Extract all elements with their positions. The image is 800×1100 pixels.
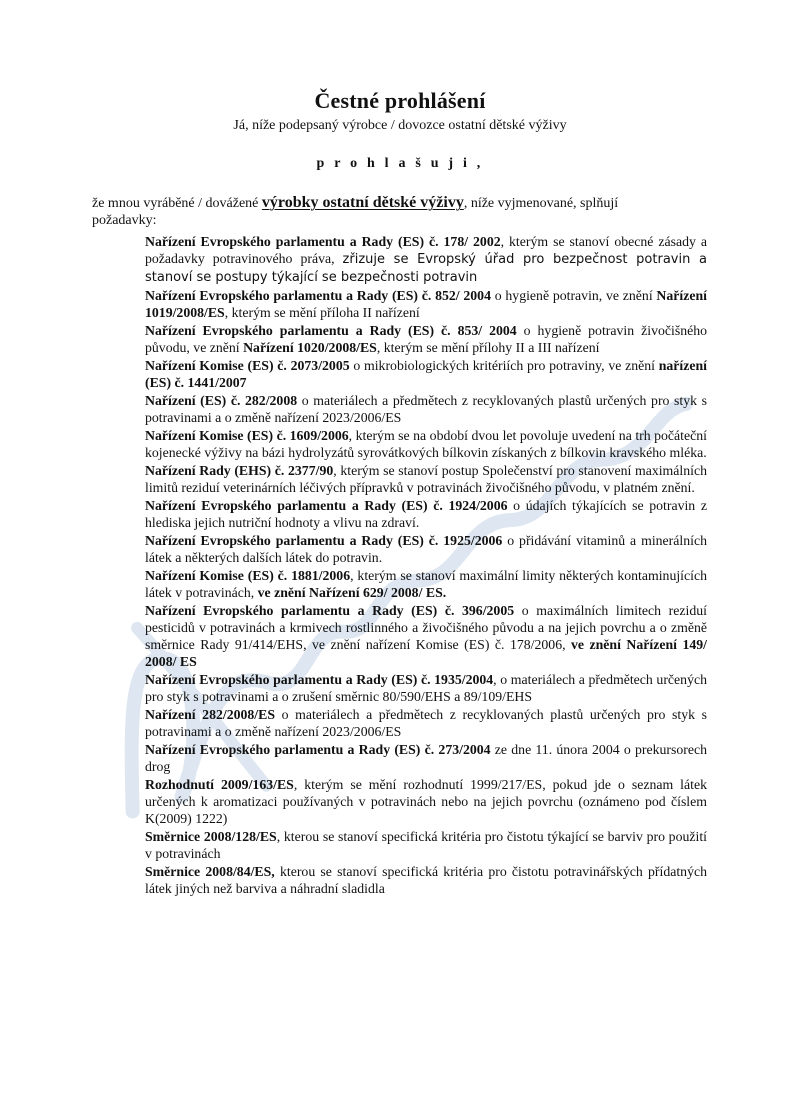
regulation-item: Směrnice 2008/84/ES, kterou se stanoví specifická kritéria pro čistotu potravinářských přídatných látek jiných než barviva a náhradní sladidla [145,864,708,896]
regulation-item: Směrnice 2008/128/ES, kterou se stanoví specifická kritéria pro čistotu týkající se barviv pro použití v potravinách [145,829,708,861]
regulation-item: Nařízení Komise (ES) č. 1609/2006, kterým se na období dvou let povoluje uvedení na trh počáteční kojenecké výživy na bázi hydrolyzátů syrovátkových bílkovin získaných z bílkovin kravského mléka. [145,428,707,460]
regulation-item: Nařízení 282/2008/ES o materiálech a předmětech z recyklovaných plastů určených pro styk s potravinami a o změně nařízení 2023/2006/ES [145,707,707,739]
regulation-item: Nařízení Rady (EHS) č. 2377/90, kterým se stanoví postup Společenství pro stanovení maximálních limitů reziduí veterinárních léčivých přípravků v potravinách živočišného původu, v platném znění. [145,463,707,495]
regulation-item: Nařízení Evropského parlamentu a Rady (ES) č. 853/ 2004 o hygieně potravin živočišného původu, ve znění Nařízení 1020/2008/ES, kterým se mění přílohy II a III nařízení [145,323,708,355]
page-title: Čestné prohlášení [314,88,486,113]
regulation-list [145,233,707,898]
regulation-item: Nařízení Evropského parlamentu a Rady (ES) č. 1935/2004, o materiálech a předmětech určených pro styk s potravinami a o zrušení směrnic 80/590/EHS a 89/109/EHS [145,672,707,704]
regulation-item: Nařízení Evropského parlamentu a Rady (ES) č. 396/2005 o maximálních limitech reziduí pesticidů v potravinách a krmivech rostlinného a živočišného původu a na jejich povrchu a o změně směrnice Rady 91/414/EHS, ve znění nařízení Komise (ES) č. 178/2006, ve znění Nařízení 149/ 2008/ ES [145,603,707,669]
intro-after: , níže vyjmenované, splňují požadavky: [92,196,619,228]
regulation-item: Nařízení Evropského parlamentu a Rady (ES) č. 178/ 2002, kterým se stanoví obecné zásady a požadavky potravinového práva, zřizuje se Evropský úřad pro bezpečnost potravin a stanoví se postupy týkající se bezpečnosti potravin [145,234,707,285]
declaration-heading: p r o h l a š u j i , [316,156,484,171]
regulation-item: Nařízení Komise (ES) č. 1881/2006, kterým se stanoví maximální limity některých kontaminujících látek v potravinách, ve znění Nařízení 629/ 2008/ ES. [145,568,707,600]
intro-emphasis: výrobky ostatní dětské výživy [261,194,464,211]
regulation-item: Nařízení Evropského parlamentu a Rady (ES) č. 273/2004 ze dne 11. února 2004 o prekursorech drog [145,742,707,774]
regulation-item: Nařízení Komise (ES) č. 2073/2005 o mikrobiologických kritériích pro potraviny, ve znění nařízení (ES) č. 1441/2007 [145,358,707,390]
intro-paragraph [92,194,670,229]
regulation-item: Nařízení Evropského parlamentu a Rady (ES) č. 1924/2006 o údajích týkajících se potravin z hlediska jejich nutriční hodnoty a vlivu na zdraví. [145,498,707,530]
regulation-item: Rozhodnutí 2009/163/ES, kterým se mění rozhodnutí 1999/217/ES, pokud jde o seznam látek určených k aromatizaci používaných v potravinách nebo na jejich povrchu (oznámeno pod číslem K(2009) 1222) [145,777,707,826]
regulation-item: Nařízení Evropského parlamentu a Rady (ES) č. 1925/2006 o přidávání vitaminů a minerálních látek a některých dalších látek do potravin. [145,533,707,565]
intro-before: že mnou vyráběné / dovážené [92,196,262,211]
regulation-item: Nařízení Evropského parlamentu a Rady (ES) č. 852/ 2004 o hygieně potravin, ve znění Nařízení 1019/2008/ES, kterým se mění příloha II nařízení [145,288,707,320]
regulation-item: Nařízení (ES) č. 282/2008 o materiálech a předmětech z recyklovaných plastů určených pro styk s potravinami a o změně nařízení 2023/2006/ES [145,393,707,425]
page-subtitle: Já, níže podepsaný výrobce / dovozce ostatní dětské výživy [233,118,567,133]
